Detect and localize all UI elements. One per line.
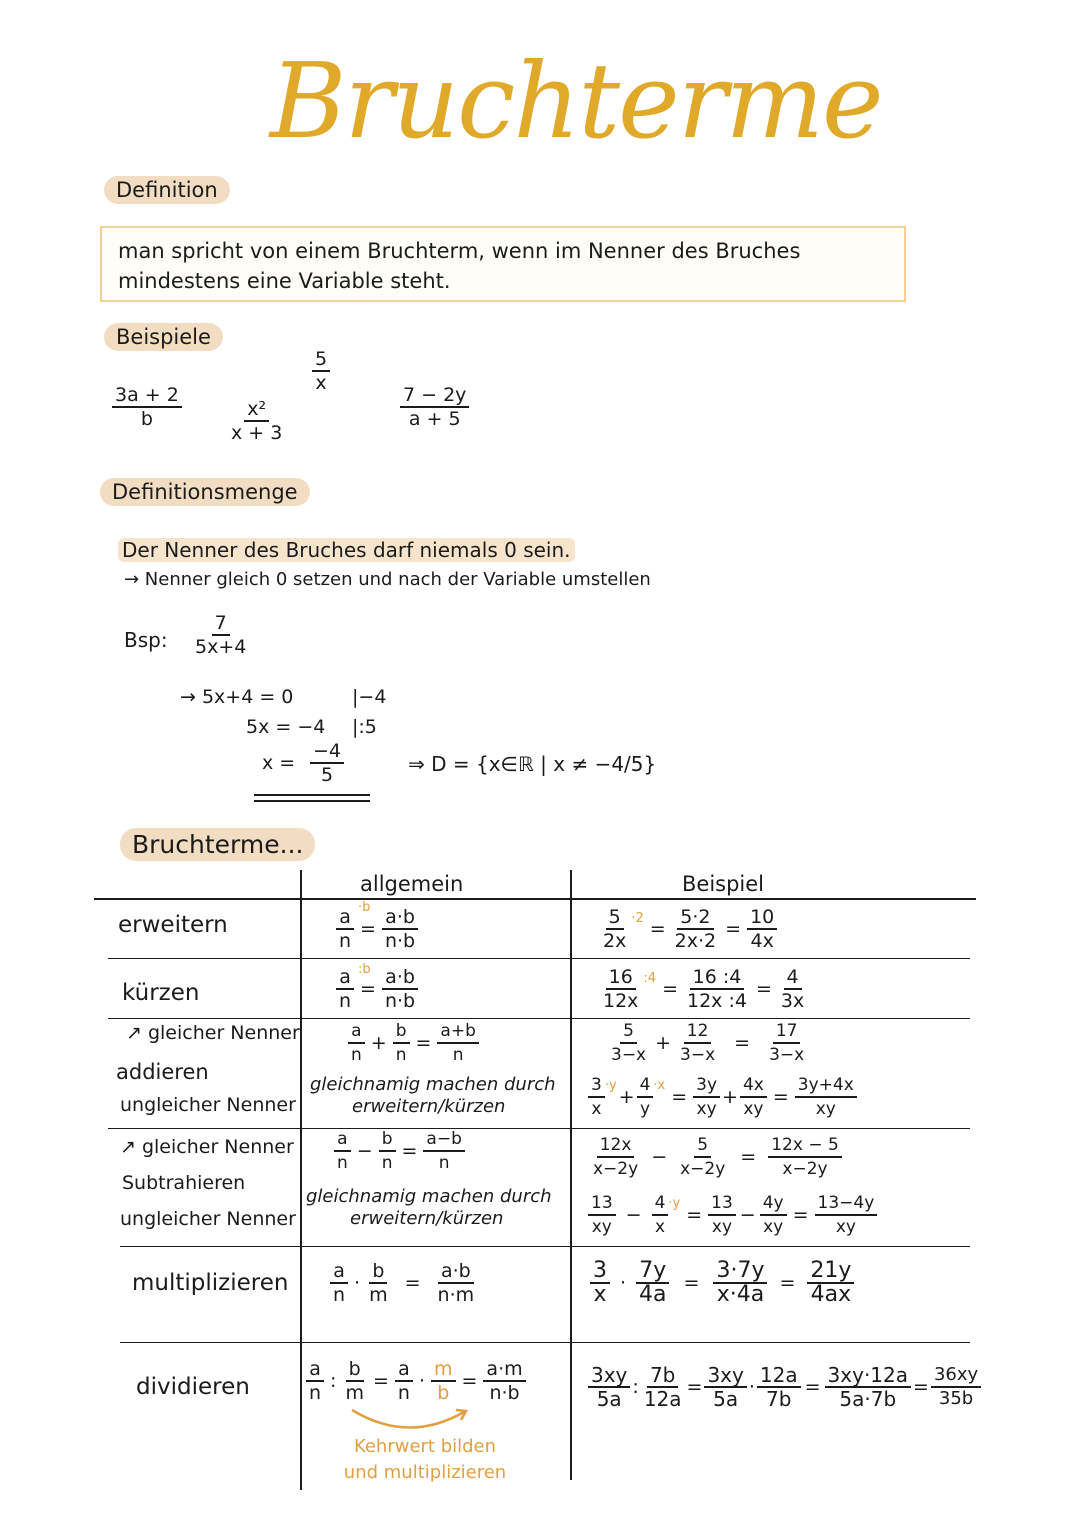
erweitern-factor: ·b bbox=[358, 900, 371, 915]
row-label-sub-same: ↗ gleicher Nenner bbox=[120, 1136, 294, 1158]
table-row-rule bbox=[120, 1342, 970, 1343]
domain-rule: Der Nenner des Bruches darf niemals 0 sein. bbox=[118, 538, 575, 562]
row-label-multiplizieren: multiplizieren bbox=[132, 1270, 289, 1296]
example-multiply: $\frac{3}{x}$ · $\frac{7y}{4a}$ = $\frac{3\cdot 7y}{x\cdot 4a}$ = $\frac{21y}{4ax}$ bbox=[590, 1260, 854, 1306]
step-2: 5x = −4 bbox=[246, 716, 326, 738]
step-1-op: |−4 bbox=[352, 686, 387, 708]
kuerzen-factor: :b bbox=[358, 962, 371, 977]
row-label-add: addieren bbox=[116, 1060, 209, 1084]
sub-note-2: erweitern/kürzen bbox=[350, 1208, 504, 1229]
step-1: → 5x+4 = 0 bbox=[180, 686, 294, 708]
table-row-rule bbox=[120, 1246, 970, 1247]
example-erweitern: $\frac{5}{2x}$ ·2 = $\frac{5\cdot 2}{2x\cdot 2}$ = $\frac{10}{4x}$ bbox=[600, 906, 777, 952]
general-sub-same: $\frac{a}{n}$ − $\frac{b}{n}$ = $\frac{a-b}{n}$ bbox=[334, 1128, 465, 1174]
table-row-rule bbox=[108, 1128, 970, 1129]
bsp-label: Bsp: bbox=[124, 628, 168, 652]
table-row-rule bbox=[108, 1018, 970, 1019]
general-multiply: $\frac{a}{n}$ · $\frac{b}{m}$ = $\frac{a\cdot b}{n\cdot m}$ bbox=[330, 1260, 477, 1306]
definition-text-2: mindestens eine Variable steht. bbox=[118, 269, 451, 293]
sub-note-1: gleichnamig machen durch bbox=[306, 1186, 552, 1207]
example-fraction: $\frac{7 - 2y}{a + 5}$ bbox=[400, 384, 469, 430]
definition-box bbox=[100, 226, 906, 302]
table-row-rule bbox=[108, 958, 970, 959]
result-underline bbox=[254, 800, 370, 802]
row-label-add-same: ↗ gleicher Nenner bbox=[126, 1022, 300, 1044]
example-add-same: $\frac{5}{3-x}$ + $\frac{12}{3-x}$ = $\frac{17}{3-x}$ bbox=[611, 1021, 805, 1065]
table-col-divider bbox=[300, 870, 302, 1490]
row-label-add-diff: ungleicher Nenner bbox=[120, 1094, 296, 1116]
example-sub-same: $\frac{12x}{x-2y}$ − $\frac{5}{x-2y}$ = $\frac{12x - 5}{x-2y}$ bbox=[590, 1134, 842, 1180]
example-fraction: $\frac{\text{x²}}{x + 3}$ bbox=[231, 398, 283, 444]
row-label-kuerzen: kürzen bbox=[122, 980, 200, 1006]
add-note-1: gleichnamig machen durch bbox=[310, 1074, 556, 1095]
domain-hint: → Nenner gleich 0 setzen und nach der Variable umstellen bbox=[124, 569, 651, 590]
domain-label: Definitionsmenge bbox=[100, 478, 310, 506]
row-label-sub: Subtrahieren bbox=[122, 1172, 246, 1194]
row-label-sub-diff: ungleicher Nenner bbox=[120, 1208, 296, 1230]
add-note-2: erweitern/kürzen bbox=[352, 1096, 506, 1117]
example-add-diff: $\frac{3}{x}$ ·y + $\frac{4}{y}$ ·x = $\frac{3y}{xy}$ + $\frac{4x}{xy}$ = $\frac{3y+4x}{xy}$ bbox=[588, 1074, 857, 1120]
example-kuerzen: $\frac{16}{12x}$ :4 = $\frac{16 :4}{12x :4}$ = $\frac{4}{3x}$ bbox=[603, 966, 805, 1012]
col-header-general: allgemein bbox=[360, 872, 464, 896]
step-3: x = bbox=[262, 752, 296, 774]
table-heading: Bruchterme... bbox=[120, 828, 315, 861]
col-header-example: Beispiel bbox=[682, 872, 765, 896]
kehrwert-note: Kehrwert bilden und multiplizieren bbox=[343, 1436, 507, 1483]
kehrwert-arrow-icon bbox=[348, 1404, 478, 1434]
example-fraction: $\frac{5}{x}$ bbox=[312, 348, 330, 394]
step-3-fraction: $\frac{-4}{5}$ bbox=[310, 740, 344, 786]
result-underline bbox=[254, 794, 370, 796]
example-fraction: $\frac{3a + 2}{b}$ bbox=[112, 384, 182, 430]
row-label-erweitern: erweitern bbox=[118, 912, 228, 938]
examples-label: Beispiele bbox=[104, 323, 223, 351]
general-add-same: $\frac{a}{n}$ + $\frac{b}{n}$ = $\frac{a+b}{n}$ bbox=[348, 1020, 479, 1066]
domain-result: ⇒ D = {x∈ℝ | x ≠ −4/5} bbox=[408, 752, 657, 776]
example-divide: $\frac{3xy}{5a}$ : $\frac{7b}{12a}$ = $\frac{3xy}{5a}$ · $\frac{12a}{7b}$ = $\frac{3xy\cdot 12a}{5a\cdot 7b}$ = $\frac{36xy}{35b}$ bbox=[588, 1364, 981, 1410]
definition-label: Definition bbox=[104, 176, 230, 204]
page-title: Bruchterme bbox=[270, 40, 882, 162]
table-col-divider bbox=[570, 870, 572, 1480]
general-erweitern: $\frac{a}{n}$ = $\frac{a\cdot b}{n\cdot b}$ bbox=[336, 906, 418, 952]
bsp-fraction: $\frac{7}{5x+4}$ bbox=[195, 612, 247, 658]
table-header-rule bbox=[94, 898, 976, 900]
example-sub-diff: $\frac{13}{xy}$ − $\frac{4}{x}$ ·y = $\frac{13}{xy}$ − $\frac{4y}{xy}$ = $\frac{13-4y}{xy}$ bbox=[588, 1192, 877, 1238]
step-2-op: |:5 bbox=[352, 716, 377, 738]
definition-text-1: man spricht von einem Bruchterm, wenn im Nenner des Bruches bbox=[118, 239, 801, 263]
row-label-dividieren: dividieren bbox=[136, 1374, 250, 1400]
general-divide: $\frac{a}{n}$ : $\frac{b}{m}$ = $\frac{a}{n}$ · $\frac{m}{b}$ = $\frac{a\cdot m}{n\cdot b}$ bbox=[306, 1358, 526, 1404]
general-kuerzen: $\frac{a}{n}$ = $\frac{a\cdot b}{n\cdot b}$ bbox=[336, 966, 418, 1012]
